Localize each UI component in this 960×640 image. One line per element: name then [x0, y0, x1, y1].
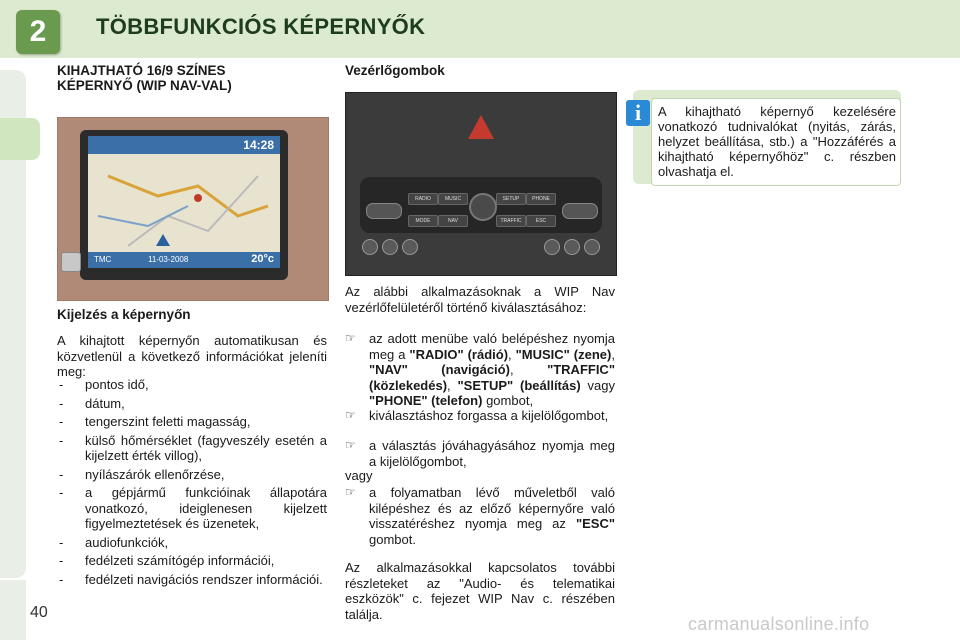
separator: ,	[447, 377, 451, 393]
key-radio: "RADIO" (rádió)	[409, 346, 509, 362]
side-tab-bottom	[0, 580, 26, 640]
watermark: carmanualsonline.info	[688, 614, 870, 634]
nav-temperature: 20°c	[251, 253, 274, 265]
nav-tmc: TMC	[94, 255, 112, 264]
hazard-icon	[468, 115, 494, 139]
list-item: - audiofunkciók,	[57, 535, 327, 551]
chapter-badge: 2	[16, 10, 60, 54]
console-key: PHONE	[526, 193, 556, 205]
separator: ,	[508, 346, 512, 362]
side-tab-active	[0, 118, 40, 160]
pointing-hand-icon: ☞	[345, 438, 356, 452]
page-number: 40	[30, 604, 48, 621]
subsection-title: Kijelzés a képernyőn	[57, 307, 191, 322]
section-title-line1: KIHAJTHATÓ 16/9 SZÍNES	[57, 63, 226, 78]
info-icon: i	[626, 100, 650, 126]
or-label: vagy	[345, 468, 373, 483]
item-text	[369, 331, 615, 409]
console-key: MUSIC	[438, 193, 468, 205]
list-item: - a gépjármű funkcióinak állapotára vonatkozó, ideiglenesen kijelzett figyelmeztetések és üzenetek,	[57, 485, 327, 532]
left-slot	[366, 203, 402, 219]
display-info-list	[57, 377, 327, 590]
item-text-part: gombot.	[369, 531, 416, 547]
item-text	[369, 485, 615, 547]
key-phone: "PHONE" (telefon)	[369, 393, 483, 408]
section-title-screen	[57, 63, 232, 93]
section-title-line2: KÉPERNYŐ (WIP NAV-VAL)	[57, 78, 232, 93]
key-esc: "ESC"	[575, 516, 615, 531]
list-item: - nyílászárók ellenőrzése,	[57, 467, 327, 483]
controls-item-confirm	[345, 438, 615, 469]
controls-item-rotate	[345, 408, 615, 424]
console-photo	[345, 92, 617, 276]
closing-note: Az alkalmazásokkal kapcsolatos további részleteket az "Audio- és telematikai eszközök" c. fejezet WIP Nav c. részében találja.	[345, 560, 615, 622]
separator: ,	[509, 362, 514, 377]
preset-key	[584, 239, 600, 255]
item-text: a választás jóváhagyásához nyomja meg a kijelölőgombot,	[369, 438, 615, 469]
separator: ,	[611, 346, 615, 362]
preset-key	[402, 239, 418, 255]
page-title: TÖBBFUNKCIÓS KÉPERNYŐK	[96, 14, 426, 39]
list-item: - fedélzeti számítógép információi,	[57, 553, 327, 569]
list-item: - fedélzeti navigációs rendszer információi.	[57, 572, 327, 588]
right-slot	[562, 203, 598, 219]
nav-time: 14:28	[243, 138, 274, 152]
key-music: "MUSIC" (zene)	[515, 346, 612, 362]
item-text: kiválasztáshoz forgassa a kijelölőgombot,	[369, 408, 609, 423]
console-key: RADIO	[408, 193, 438, 205]
item-text-part: az adott menübe való belépéshez nyomja meg a	[369, 331, 615, 362]
key-setup: "SETUP" (beállítás)	[457, 377, 581, 393]
screen-eject-button	[61, 252, 81, 272]
nav-screen-photo	[57, 117, 329, 301]
item-text-part: gombot,	[486, 393, 534, 408]
preset-key	[382, 239, 398, 255]
nav-bottom-bar	[88, 252, 280, 268]
map-icon	[88, 136, 280, 268]
list-item: - pontos idő,	[57, 377, 327, 393]
key-traffic: "TRAFFIC" (közlekedés)	[369, 362, 615, 393]
or-word: vagy	[587, 377, 615, 393]
display-intro: A kihajtott képernyőn automatikusan és közvetlenül a következő információkat jeleníti meg:	[57, 333, 327, 379]
list-item: - dátum,	[57, 396, 327, 412]
nav-screen	[88, 136, 280, 268]
preset-key	[564, 239, 580, 255]
info-text: A kihajtható képernyő kezelésére vonatkozó tudnivalókat (nyitás, zárás, helyzet beállítása, stb.) a "Hozzáférés a kihajtható képernyőhöz" c. részben olvashatja el.	[658, 104, 896, 179]
console-key: ESC	[526, 215, 556, 227]
preset-key	[362, 239, 378, 255]
console-key: MODE	[408, 215, 438, 227]
list-item: - külső hőmérséklet (fagyveszély esetén a kijelzett érték villog),	[57, 433, 327, 464]
item-text-part: a folyamatban lévő műveletből való kilépéshez és az előző képernyőre való visszatéréshez nyomja meg az	[369, 485, 615, 531]
controls-title: Vezérlőgombok	[345, 63, 445, 78]
controls-item-escape	[345, 485, 615, 547]
pointing-hand-icon: ☞	[345, 331, 356, 345]
pointing-hand-icon: ☞	[345, 408, 356, 422]
preset-key	[544, 239, 560, 255]
nav-date: 11-03-2008	[148, 255, 189, 264]
console-key: NAV	[438, 215, 468, 227]
pointing-hand-icon: ☞	[345, 485, 356, 499]
console-key: TRAFFIC	[496, 215, 526, 227]
selector-knob-icon	[469, 193, 497, 221]
console-key: SETUP	[496, 193, 526, 205]
controls-item-menu	[345, 331, 615, 409]
list-item: - tengerszint feletti magasság,	[57, 414, 327, 430]
controls-intro: Az alábbi alkalmazásoknak a WIP Nav vezérlőfelületéről történő kiválasztásához:	[345, 284, 615, 315]
key-nav: "NAV" (navigáció)	[369, 362, 510, 377]
